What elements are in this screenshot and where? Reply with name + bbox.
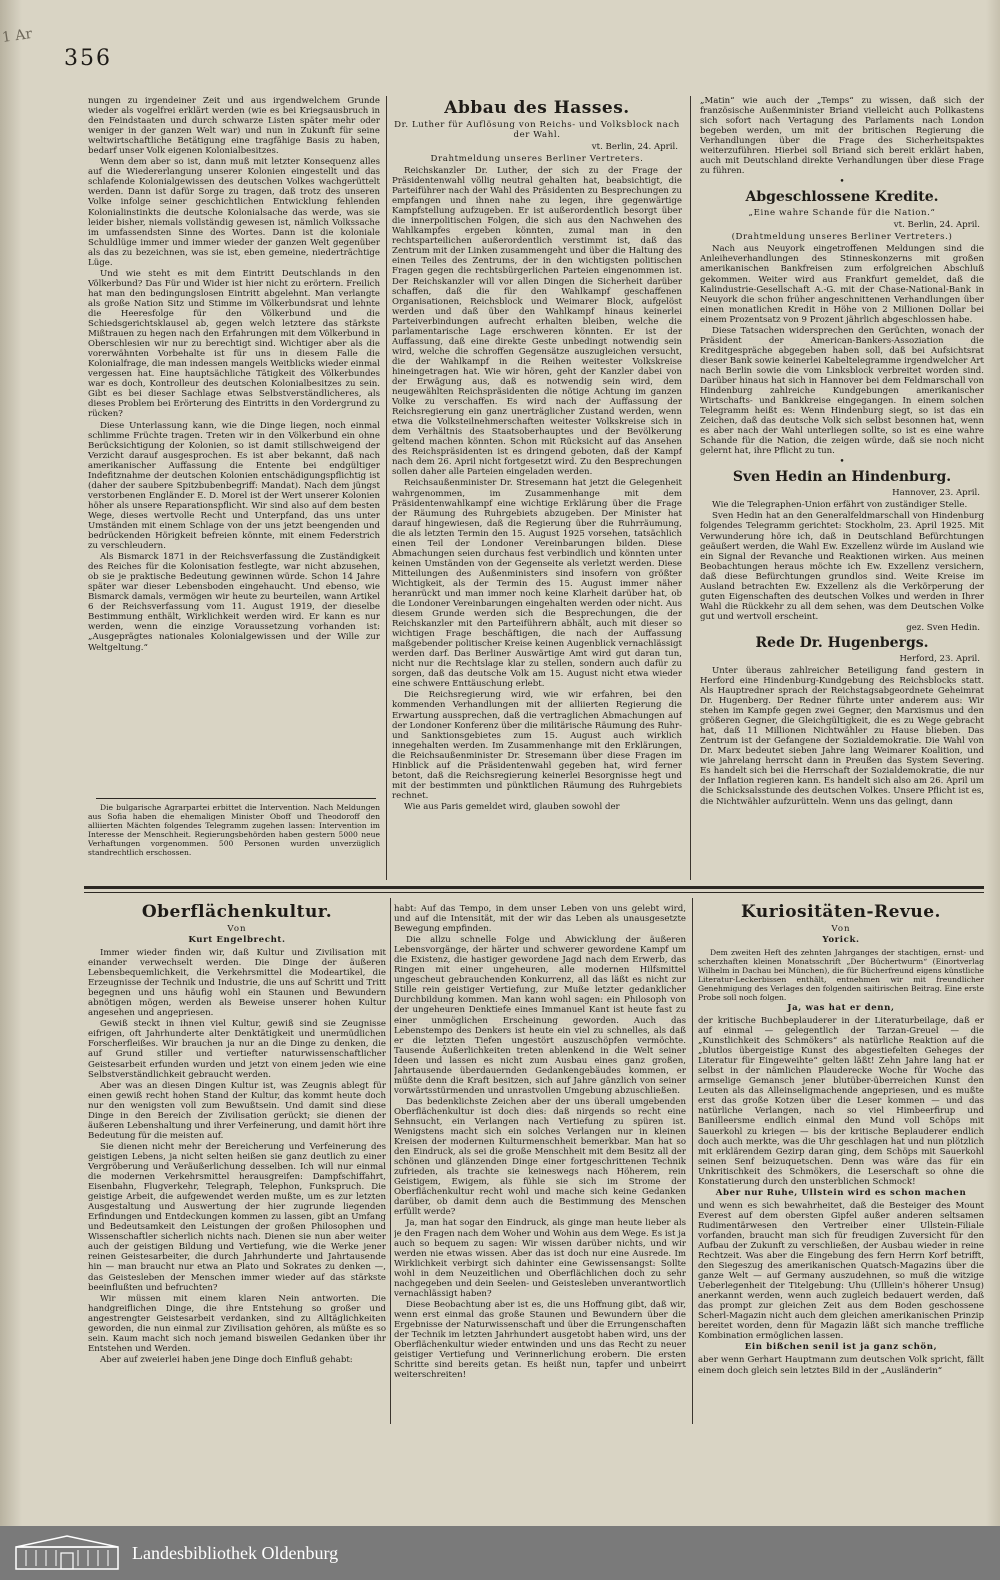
- section-heading: Ja, was hat er denn,: [787, 1003, 895, 1013]
- column-rule: [692, 898, 693, 1424]
- col1-paragraph: Als Bismarck 1871 in der Reichsverfassung die Zuständigkeit des Reiches für die Kolonisation festlegte, war nicht abzusehen, ob sie je praktische Bedeutung gewinnen würde. Schon 14 Jahre später war dieser Lebensboden eingehaucht. Und ebenso, wie Bismarck damals, vermögen wir heute zu beurteilen, wann Artikel 6 der Reichsverfassung vom 11. August 1919, der dieselbe Bestimmung enthält, Wirklichkeit werden wird. Er kann es nur werden, wenn die einzige Voraussetzung vorhanden ist: „Ausgeprägtes nationales Kolonialgewissen und der Wille zur Weltgeltung.“: [88, 552, 380, 653]
- author-yorick: Yorick.: [822, 935, 860, 945]
- col6-intro: Dem zweiten Heft des zehnten Jahrganges der stachtigen, ernst- und scherzhaften kleinen Monatsschrift „Der Büchertwurm“ (Einortverlag Wilhelm in Dachau bei München), die für Bücherfreund eigens künstliche Literatur-Leckerbissen enthält, entnehmen wir mit freundlicher Genehmigung des Verlages den folgenden saitirischen Beitrag. Eine erste Probe soll noch folgen.: [698, 948, 984, 1002]
- scan-right-edge: [986, 0, 1000, 1526]
- col6-tail: aber wenn Gerhart Hauptmann zum deutschen Volk spricht, fällt einem doch gleich sein letztes Bild in der „Ausländerin“: [698, 1355, 984, 1376]
- col4-paragraph: Sie dienen nicht mehr der Bereicherung und Verfeinerung des geistigen Lebens, ja nicht selten heißen sie ganz deutlich zu einer Vergröberung und Veräußerlichung desselben. Ich will nur einmal die modernen Verkehrsmittel herausgreifen: Dampfschiffahrt, Eisenbahn, Flugverkehr, Telegraph, Telephon, Funkspruch. Die geistige Arbeit, die aufgewendet werden mußte, um es zur letzten Ausgestaltung und Auswertung der hier zugrunde liegenden Erfindungen und Entdeckungen kommen zu lassen, gibt an Umfang und Bedeutsamkeit den Leistungen der großen Philosophen und Wissenschaftler sicherlich nichts nach. Dienen sie nun aber weiter auch der geistigen Bildung und Vertiefung, wie die Werke jener reinen Geistesarbeiter, die durch Jahrhunderte und Jahrtausende hin — man braucht nur etwa an Plato und Sokrates zu denken —, das Geistesleben der Menschen immer wieder auf das stärkste beeinflußten und befruchten?: [88, 1141, 386, 1293]
- column-rule: [690, 96, 691, 880]
- von-label: Von: [831, 924, 851, 934]
- separator-star: •: [839, 177, 845, 188]
- col6-paragraph: der kritische Buchbeplauderer in der Literaturbeilage, daß er auf einmal — gelegentlich der Tarzan-Greuel — die „Kunstlichkeit des Schmökers“ als natürliche Reaktion auf die „blutlos übergeistige Kunst des abgestiefelten Geheges der Literatur für Eingeweihte“ gelten läßt! Zehn Jahre lang hat er selbst in der nämlichen Plauderecke Woche für Woche das armselige Gemansch jener blutüber-überreichen Kunst den Leuten als das Alleinseligmachende angepriesen, und es mußte erst das große Kotzen über die Leser kommen — und das natürliche Verlangen, nach so viel Himbeerfirup und Banilleersme endlich einmal den Mund voll Schöps mit Sauerkohl zu kriegen — bis der kritische Beplauderer endlich doch auch merkte, was die Uhr geschlagen hat und nun plötzlich mit erklärendem Gezirp daran ging, dem Schöps mit Sauerkohl seinen Senf beizuquetschen. Denn was wäre das für ein Unkritischkeit des Schmökers, die Leserschaft so ohne die Konstatierung durch den unsterblichen Schmock!: [698, 1016, 984, 1187]
- col1-paragraph: Diese Unterlassung kann, wie die Dinge liegen, noch einmal schlimme Früchte tragen. Treten wir in den Völkerbund ein ohne Berücksichtigung der Kolonien, so ist damit stillschweigend der Verzicht darauf ausgesprochen. Es ist aber bekannt, daß nach amerikanischer Auffassung die Entente bei endgültiger Indefitznahme der deutschen Kolonien entschädigungspflichtig ist (daher der saubere Spitzbubenbegriff: Mandat). Nach dem jüngst verstorbenen Engländer E. D. Morel ist der Wert unserer Kolonien höher als unsere Reparationspflicht. Wir sind also auf dem besten Wege, dieses wertvolle Recht und Unterpfand, das uns unter Umständen mit einem Schlage von der uns jetzt beengenden und bedrückenden Hörigkeit befreien könnte, mit einem Federstrich zu verschleudern.: [88, 420, 380, 552]
- col1-paragraph: Wenn dem aber so ist, dann muß mit letzter Konsequenz alles auf die Wiedererlangung unserer Kolonien eingestellt und das schlafende Kolonialgewissen des deutschen Volkes wachgerüttelt werden. Dann ist dafür Sorge zu tragen, daß trotz des unseren Volke infolge seiner geschichtlichen Entwicklung fehlenden Kolonialinstinkts die deutsche Kolonialsache das werde, was sie leider bisher, niemals vollständig gewesen ist, nämlich Volkssache im umfassendsten Sinne des Wortes. Dann ist die koloniale Schuldlüge immer und immer wieder der ganzen Welt gegenüber als das zu bezeichnen, was sie ist, eben gemeine, niederträchtige Lüge.: [88, 157, 380, 268]
- separator-star: •: [839, 457, 845, 468]
- section-heading: Ein bißchen senil ist ja ganz schön,: [744, 1342, 938, 1353]
- col3-paragraph: Sven Hedin hat an den Generalfeldmarschall von Hindenburg folgendes Telegramm gerichtet: Stockholm, 23. April 1925. Mit Verwunderung höre ich, daß in Deutschland Befürchtungen geäußert werden, die Wahl Ew. Exzellenz würde im Ausland wie ein Signal der Revanche und Reaktionen wirken. Aus meinen Beobachtungen heraus möchte ich Ew. Exzellenz versichern, daß diese Befürchtungen grundlos sind. Weite Kreise im Ausland betrachten Ew. Exzellenz als die Verkörperung der guten Eigenschaften des deutschen Volkes und werden in Ihrer Wahl die Rückkehr zu all dem sehen, was dem Deutschen Volke gut und wertvoll erscheint.: [700, 511, 984, 622]
- library-name: Landesbibliothek Oldenburg: [132, 1542, 339, 1563]
- col6-paragraph: und wenn es sich bewahrheitet, daß die Besteiger des Mount Everest auf dem obersten Gipfel außer anderen seltsamen Rudimentärwesen den Vertreiber einer Ullstein-Filiale vorfanden, braucht man sich für freudigen Zuversicht für den Aufbau der Zukunft zu verschließen, der Ausbau wieder in reine Rechtzeit. Was aber die Eingebung des fern Herrn Korf betrifft, den Siegeszug des amerikanischen Quatsch-Magazins über die ganze Welt — auf Germany auszudehnen, so muß die witzige Ueberlegenheit der Titelgebung: Uhu (Ulllein's höherer Unsug) anerkannt werden, wenn auch zugleich bedauert werden, daß das prompt zur gleichen Zeit aus dem Boden geschossene Scherl-Magazin nicht auch dem gleichen amerikanischen Prinzip bereitet worden, denn für Magazin läßt sich manche treffliche Kombination ermöglichen lassen.: [698, 1200, 984, 1342]
- col1-notice: [88, 803, 380, 875]
- column-rule: [386, 96, 387, 880]
- col3-paragraph: Unter überaus zahlreicher Beteiligung fand gestern in Herford eine Hindenburg-Kundgebung des Reichsblocks statt. Als Hauptredner sprach der Reichstagsabgeordnete Geheimrat Dr. Hugenberg. Der Redner führte unter anderem aus: Wir stehen im Kampfe gegen zwei Gegner, den Marxismus und den größeren Gegner, die Gleichgültigkeit, die es zu Wege gebracht hat, daß 11 Millionen Nichtwähler zu Hause blieben. Das Zentrum ist der Gefangene der Sozialdemokratie. Die Wahl von Dr. Marx bedeutet sieben Jahre lang Weimarer Koalition, und wie jahrelang herrscht dann in Preußen das System Severing. Es handelt sich bei die Herrschaft der Sozialdemokratie, die nur der Inflation regieren kann. Es handelt sich also am 26. April um die Schicksalsstunde des deutschen Volkes. Unsere Pflicht ist es, die Nichtwähler aufzurütteln. Wenn uns das gelingt, dann: [700, 665, 984, 807]
- section-divider-thin: [84, 892, 984, 893]
- column-6: [698, 900, 984, 1422]
- headline-abbau: Abbau des Hasses.: [444, 98, 630, 118]
- col5-paragraph: Diese Beobachtung aber ist es, die uns Hoffnung gibt, daß wir, wenn erst einmal das große Staunen und Bewundern über die Ergebnisse der Naturwissenschaft und über die Errungenschaften der Technik im letzten Jahrhundert ausgetobt haben wird, uns der Oberflächenkultur wieder entwinden und uns das Recht zu neuer geistiger Vertiefung und Verinnerlichung erobern. Die ersten Schritte sind bereits getan. Es heißt nun, tapfer und unbeirrt weiterschreiten!: [394, 1299, 686, 1381]
- section-heading: Aber nur Ruhe, Ullstein wird es schon machen: [715, 1187, 967, 1198]
- col4-paragraph: Immer wieder finden wir, daß Kultur und Zivilisation mit einander verwechselt werden. Die Dinge der äußeren Lebensbequemlichkeit, die Verkehrsmittel die Modeartikel, die Erzeugnisse der Technik und Industrie, die uns auf Schritt und Tritt begegnen und uns häufig wohl ein Staunen und Bewundern abnötigen mögen, werden als Beweise unserer hohen Kultur angesehen und angepriesen.: [88, 948, 386, 1019]
- col2-paragraph: Reichskanzler Dr. Luther, der sich zu der Frage der Präsidentenwahl völlig neutral gehalten hat, beabsichtigt, die Parteiführer nach der Wahl des Präsidenten zu Besprechungen zu empfangen und ihnen nahe zu legen, ihre gegenwärtige Kampfstellung aufzugeben. Er ist außerordentlich besorgt über die innerpolitischen Folgen, die sich aus den Nachwehen des Wahlkampfes ergeben könnten, zumal man in den rechtsparteilichen außerordentlich verstimmt ist, daß das Zentrum mit der Linken zusammengeht und über die Haltung des einen Teiles des Zentrums, der in den wichtigsten politischen Fragen gegen die rechtsbürgerlichen Parteien eingenommen ist. Der Reichskanzler will vor allen Dingen die Sicherheit darüber schaffen, daß die für den Wahlkampf geschaffenen Organisationen, Reichsblock und Weimarer Block, aufgelöst werden und daß über den Wahlkampf hinaus keinerlei Parteiverbindungen aufrecht erhalten bleiben, welche die parlamentarische Lage erschweren könnten. Er ist der Auffassung, daß eine direkte Geste unbedingt notwendig sein wird, welche die schroffen Gegensätze auszugleichen versucht, die der Wahlkampf in die Reihen weitester Volkskreise hineingetragen hat. Wie wir hören, geht der Kanzler dabei von der Erwägung aus, daß es notwendig sein wird, dem neugewählten Reichspräsidenten die nötige Achtung im ganzen Volke zu verschaffen. Es wird nach der Auffassung der Reichsregierung ein ganz unerträglicher Zustand werden, wenn etwa die Volksteilnehmerschaften weitester Volkskreise sich in dem Verhältnis des Staatsoberhauptes und der Bevölkerung geltend machen könnten. Schon mit Rücksicht auf das Ansehen des Reichspräsidenten ist es dringend geboten, daß der Kampf nach dem 26. April nicht fortgesetzt wird. Zu den Besprechungen sollen daher alle Parteien eingeladen werden.: [392, 166, 682, 478]
- col3-paragraph: Diese Tatsachen widersprechen den Gerüchten, wonach der Präsident der American-Bankers-Assoziation die Kreditgespräche abgegeben haben soll, daß bei Aufsichtsrat dieser Bank sowie keinerlei Kabeltelegramme irgendwelcher Art nach Berlin sowie die vom Linksblock verbreitet worden sind. Darüber hinaus hat sich in Hannover bei dem Feldmarschall von Hindenburg zahlreiche Kundgebungen amerikanischer Wirtschafts- und Bankkreise eingegangen. In einem solchen Telegramm heißt es: Wenn Hindenburg siegt, so ist das ein Zeichen, daß das deutsche Volk sich selbst besonnen hat, wenn es aber nach der Wahl unterliegen sollte, so ist es eine wahre Schande für die Nation, die zeigen würde, daß sie noch nicht gelernt hat, ihre Pflicht zu tun.: [700, 325, 984, 457]
- subhead-luther: Dr. Luther für Auflösung von Reichs- und Volksblock nach der Wahl.: [394, 120, 680, 140]
- headline-kuriositaeten: Kuriositäten-Revue.: [741, 902, 941, 922]
- dateline-herford: Herford, 23. April.: [899, 653, 980, 664]
- headline-kredite: Abgeschlossene Kredite.: [745, 189, 939, 206]
- column-2: [392, 96, 682, 882]
- page-number: 356: [64, 46, 112, 71]
- dateline-hannover: Hannover, 23. April.: [892, 488, 980, 499]
- col3-paragraph: Wie die Telegraphen-Union erfährt von zuständiger Stelle.: [712, 500, 968, 511]
- byline-2: (Drahtmeldung unseres Berliner Vertreters.): [731, 232, 953, 243]
- scan-left-edge: [0, 0, 22, 1526]
- headline-hedin: Sven Hedin an Hindenburg.: [732, 469, 952, 486]
- byline: Drahtmeldung unseres Berliner Vertreters.: [430, 154, 644, 164]
- section-divider: [84, 886, 984, 889]
- col3-intro: „Matin“ wie auch der „Temps“ zu wissen, daß sich der französische Außenminister Briand vielleicht auch Pollkastens sich sofort nach Vertagung des Parlaments nach London begeben werden, um mit der britischen Regierung die Verhandlungen über die Frage des Sicherheitspaktes weiterzuführen. Hierbei soll Briand sich bereit erklärt haben, auch mit Deutschland direkte Verhandlungen über diese Frage zu führen.: [700, 96, 984, 177]
- col2-paragraph: Reichsaußenminister Dr. Stresemann hat jetzt die Gelegenheit wahrgenommen, im Zusammenhange mit dem Präsidentenwahlkampf eine wichtige Erklärung über die Frage der Räumung des Ruhrgebiets abzugeben. Der Minister hat darauf hingewiesen, daß die Regierung über die Ruhrräumung, die als letzten Termin den 15. August 1925 vorsehen, tatsächlich einen Teil der Londoner Vereinbarungen bilden. Diese Abmachungen seien durchaus fest verbindlich und könnten unter keinen Umständen von der Gegenseite als verletzt werden. Diese Mitteilungen des Außenministers sind insofern von größter Wichtigkeit, als der Termin des 15. August immer näher heranrückt und man immer noch keine Klarheit darüber hat, ob die Londoner Vereinbarungen eingehalten werden oder nicht. Aus diesem Grunde werden sich die Besprechungen, die der Reichskanzler mit den Parteiführern abhält, auch mit dieser so wichtigen Frage beschäftigen, die nach der Auffassung maßgebender politischer Kreise keinen Augenblick vernachlässigt werden darf. Das Berliner Auswärtige Amt wird gut daran tun, nicht nur die Rechtslage klar zu stellen, sondern auch dafür zu sorgen, daß das deutsche Volk am 15. August nicht etwa wieder eine schwere Enttäuschung erlebt.: [392, 478, 682, 690]
- headline-oberflaechenkultur: Oberflächenkultur.: [141, 902, 333, 922]
- col2-paragraph: Wie aus Paris gemeldet wird, glauben sowohl der: [404, 801, 620, 812]
- headline-hugenberg: Rede Dr. Hugenbergs.: [755, 634, 929, 651]
- column-5: [394, 904, 686, 1422]
- subhead-schande: „Eine wahre Schande für die Nation.“: [748, 208, 936, 219]
- col1-paragraph: Und wie steht es mit dem Eintritt Deutschlands in den Völkerbund? Das Für und Wider ist hier nicht zu erörtern. Freilich hat man den bedingungslosen Eintritt abgelehnt. Man verlangte als große Nation Sitz und Stimme im Völkerbundsrat und lehnte die Heeresfolge für den Völkerbund und die Schiedsgerichtsklausel ab, gegen welch letztere das stärkste Mißtrauen zu hegen nach den Erfahrungen mit dem Völkerbund in Oberschlesien wir nur zu berechtigt sind. Wichtiger aber als die vorerwähnten Vorbehalte ist für uns in diesem Falle die Kolonialfrage, die man indessen mangels Weitblicks wieder einmal vergessen hat. Eine hauptsächliche Tätigkeit des Völkerbundes war es doch, Kontrolleur des deutschen Kolonialbesitzes zu sein. Gibt es bei dieser Sachlage etwas Selbstverständlicheres, als dieses Problem bei Erörterung des Eintritts in den Vordergrund zu rücken?: [88, 268, 380, 420]
- col1-paragraph: nungen zu irgendeiner Zeit und aus irgendwelchem Grunde wieder als vogelfrei erklärt werden (wie es bei Kriegsausbruch in den Feindstaaten und durch schwarze Listen später mehr oder weniger in der ganzen Welt war) und nun in Zukunft für seine weltwirtschaftliche Betätigung eine tragfähige Basis zu haben, bedarf unser Volk eigenen Kolonialbesitzes.: [88, 96, 380, 157]
- col5-paragraph: habt: Auf das Tempo, in dem unser Leben von uns gelebt wird, und auf die Intensität, mit der wir das Leben als unausgesetzte Bewegung empfinden.: [394, 904, 686, 935]
- signature-hedin: gez. Sven Hedin.: [906, 622, 980, 633]
- column-rule: [390, 898, 391, 1424]
- bulgaria-notice: Die bulgarische Agrarpartei erbittet die Intervention. Nach Meldungen aus Sofia haben die ehemaligen Minister Oboff und Theodoroff den alliierten Mächten folgendes Telegramm zugehen lassen: Intervention im Interesse der Menschheit. Regierungsbehörden haben gestern 5000 neue Verhaftungen vorgenommen. 500 Personen wurden unverzüglich standrechtlich erschossen.: [88, 803, 380, 857]
- col4-paragraph: Wir müssen mit einem klaren Nein antworten. Die handgreiflichen Dinge, die ihre Entstehung so großer und angestrengter Geistesarbeit verdanken, sind zu Alltäglichkeiten geworden, die nun einmal zur Zivilisation gehören, als müßte es so sein. Kaum macht sich noch jemand bisweilen Gedanken über ihr Entstehen und Werden.: [88, 1293, 386, 1354]
- column-4: [88, 900, 386, 1422]
- col5-paragraph: Ja, man hat sogar den Eindruck, als ginge man heute lieber als je den Fragen nach dem Woher und Wohin aus dem Wege. Es ist ja auch so bequem zu sagen: Wir wissen darüber nichts, und wir werden nie etwas wissen. Aber das ist doch nur eine Ausrede. Im Wirklichkeit verbirgt sich dahinter eine Gewissensangst: Sollte wohl in dem Neuzeitlichen und Oberflächlichen doch zu sehr nachgegeben und dein Seelen- und Geistesleben unverantwortlich vernachlässigt haben?: [394, 1218, 686, 1299]
- author-engelbrecht: Kurt Engelbrecht.: [188, 935, 286, 945]
- col4-paragraph: Gewiß steckt in ihnen viel Kultur, gewiß sind sie Zeugnisse eifrigen, oft Jahrhunderte alter Denktätigkeit und unermüdlichen Forscherfleißes. Wir brauchen ja nur an die Dinge zu denken, die auf Grund stiller und vertiefter naturwissenschaftlicher Geistesarbeit erfunden wurden und jetzt von einem jeden wie eine Selbstverständlichkeit gebraucht werden.: [88, 1019, 386, 1080]
- dateline-berlin-2: vt. Berlin, 24. April.: [893, 220, 980, 231]
- col3-paragraph: Nach aus Neuyork eingetroffenen Meldungen sind die Anleiheverhandlungen des Stinneskonzerns mit großen amerikanischen Bankfreisen zum erfolgreichen Abschluß gekommen. Weiter wird aus Frankfurt gemeldet, daß die Kalindustrie-Gesellschaft A.-G. mit der Chase-National-Bank in Neuyork die schon früher angeschnittenen Verhandlungen über einen monatlichen Kredit in Höhe von 2 Millionen Dollar bei einem Prozentsatz von 9 Prozent jährlich abgeschlossen habe.: [700, 244, 984, 325]
- column-1: [88, 96, 380, 788]
- col1-notice-rule: [96, 798, 376, 799]
- col4-paragraph: Aber was an diesen Dingen Kultur ist, was Zeugnis ablegt für einen gewiß recht hohen Stand der Kultur, das kommt heute doch nur den wenigsten voll zum Bewußtsein. Und damit sind diese Dinge in den Bereich der Zivilisation gerückt; sie dienen der äußeren Lebenshaltung und ihrer Verfeinerung, und damit hört ihre Bedeutung für die meisten auf.: [88, 1080, 386, 1141]
- col5-paragraph: Das bedenklichste Zeichen aber der uns überall umgebenden Oberflächenkultur ist doch dies: daß nirgends so recht eine Sehnsucht, ein Verlangen nach Vertiefung zu spüren ist. Wenigstens macht sich ein solches Verlangen nur in kleinen Kreisen der modernen Kulturmenschheit bemerkbar. Man hat so den Eindruck, als sei die große Menschheit mit dem Besitz all der schönen und glänzenden Dinge einer fortgeschrittenen Technik zufrieden, als trachte sie keineswegs nach Höherem, rein Geistigem, Ewigem, als fühle sie sich im Strome der Oberflächenkultur recht wohl und mache sich keine Gedanken darüber, ob damit denn auch die Bestimmung des Menschen erfüllt werde?: [394, 1096, 686, 1218]
- footer-bar: [0, 1526, 1000, 1580]
- col4-paragraph: Aber auf zweierlei haben jene Dinge doch Einfluß gehabt:: [100, 1354, 353, 1365]
- pencil-mark: 1 Ar: [1, 25, 34, 47]
- column-3: [700, 96, 984, 882]
- col5-paragraph: Die allzu schnelle Folge und Abwicklung der äußeren Lebensvorgänge, der härter und schwerer gewordene Kampf um die Existenz, die hastiger gewordene Jagd nach dem Erwerb, das Ringen mit einer ungeheuren, alle modernen Hilfsmittel ungescheut gebrauchenden Konkurrenz, all das läßt es nicht zur Stille rein geistiger Vertiefung, zur Muße letzter gedanklicher Durchbildung kommen. Man kann wohl sagen: ein Philosoph von der ungeheuren Denktiefe eines Immanuel Kant ist heute fast zu einer unmöglichen Erscheinung geworden. Auch das Lebenstempo des Denkers ist heute ein viel zu schnelles, als daß er die letzten Tiefen ungestört auszuschöpfen vermöchte. Tausende Äußerlichkeiten treten ablenkend in die Welt seiner Ideen und lassen es nicht zum Ausbau eines ganz großen, Jahrtausende überdauernden Gedankengebäudes kommen, er müßte denn die Kraft besitzen, sich auf Jahre gänzlich von seiner vorwärtsstürmenden und unrastvollen Umgebung abzuschließen.: [394, 935, 686, 1096]
- dateline-berlin: vt. Berlin, 24. April.: [591, 142, 678, 152]
- library-building-icon: [12, 1533, 122, 1573]
- col2-paragraph: Die Reichsregierung wird, wie wir erfahren, bei den kommenden Verhandlungen mit der alliierten Regierung die Erwartung aussprechen, daß die vertraglichen Abmachungen auf der Londoner Konferenz über die militärische Räumung des Ruhr- und Sanktionsgebietes zum 15. August auch wirklich innegehalten werden. Im Zusammenhange mit den Erklärungen, die Reichsaußenminister Dr. Stresemann über diese Fragen im Hinblick auf die Präsidentenwahl gegeben hat, wird ferner betont, daß die Reichsregierung keinerlei Besorgnisse hegt und mit der bestimmten und pünktlichen Räumung des Ruhrgebiets rechnet.: [392, 690, 682, 801]
- von-label: Von: [227, 924, 247, 934]
